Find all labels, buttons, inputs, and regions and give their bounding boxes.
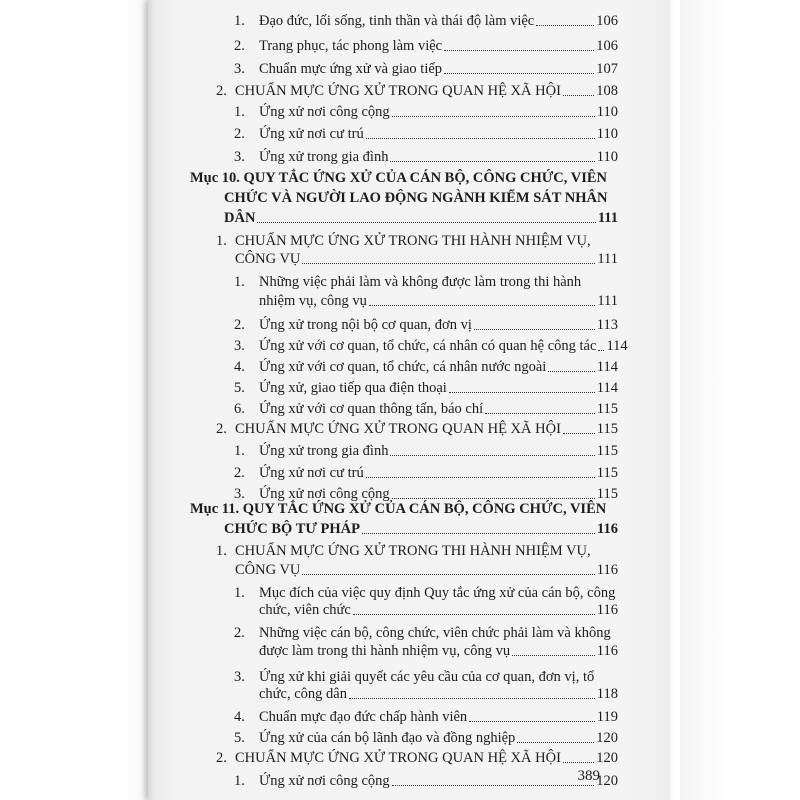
toc-leader-dots: [536, 25, 594, 26]
toc-entry: [234, 271, 618, 291]
toc-page-number: 107: [596, 61, 618, 77]
toc-leader-dots: [362, 533, 595, 534]
toc-entry: [234, 377, 618, 397]
toc-entry-text: Ứng xử của cán bộ lãnh đạo và đồng nghiệp: [259, 730, 516, 746]
book-page: [148, 0, 670, 800]
toc-page-number: 114: [596, 359, 618, 375]
toc-entry-text: chức, công dân: [259, 686, 347, 702]
toc-entry: [190, 187, 618, 207]
toc-entry-number: 2.: [234, 465, 245, 481]
toc-entry: [234, 58, 618, 78]
toc-entry-text: Ứng xử với cơ quan, tổ chức, cá nhân nước ngoài: [259, 359, 547, 375]
toc-entry-text: Chuẩn mực đạo đức chấp hành viên: [259, 709, 468, 725]
toc-entry-text: CHỨC VÀ NGƯỜI LAO ĐỘNG NGÀNH KIỂM SÁT NHÂN: [224, 190, 608, 206]
toc-leader-dots: [548, 371, 594, 372]
toc-leader-dots: [512, 655, 595, 656]
toc-entry: [234, 335, 628, 355]
toc-entry-number: 4.: [234, 359, 245, 375]
toc-leader-dots: [392, 116, 595, 117]
toc-entry-text: Mục 11. QUY TẮC ỨNG XỬ CỦA CÁN BỘ, CÔNG CHỨC, VIÊN: [190, 501, 607, 517]
toc-leader-dots: [444, 50, 594, 51]
toc-entry-text: Những việc cán bộ, công chức, viên chức phải làm và không: [259, 625, 611, 641]
toc-page-number: 113: [596, 317, 618, 333]
toc-entry: [234, 123, 618, 143]
toc-entry: [234, 101, 618, 121]
toc-entry-text: Những việc phải làm và không được làm trong thi hành: [259, 274, 582, 290]
toc-leader-dots: [390, 455, 594, 456]
toc-entry-text: Ứng xử nơi công cộng: [259, 486, 390, 502]
toc-entry: [234, 599, 618, 619]
toc-entry-number: 1.: [234, 585, 245, 601]
toc-page-number: 118: [596, 686, 618, 702]
toc-entry-text: CHUẨN MỰC ỨNG XỬ TRONG THI HÀNH NHIỆM VỤ,: [235, 543, 591, 559]
toc-leader-dots: [302, 263, 595, 264]
toc-entry: [216, 230, 618, 250]
toc-entry: [234, 146, 618, 166]
toc-page-number: 116: [596, 562, 618, 578]
toc-page-number: 120: [596, 773, 618, 789]
toc-entry-number: 1.: [234, 274, 245, 290]
toc-entry-number: 1.: [234, 104, 245, 120]
toc-leader-dots: [369, 305, 595, 306]
toc-leader-dots: [598, 350, 604, 351]
toc-page-number: 110: [596, 149, 618, 165]
toc-entry: [234, 462, 618, 482]
toc-entry: [234, 314, 618, 334]
toc-entry: [216, 80, 618, 100]
toc-entry: [234, 727, 618, 747]
toc-page-number: 110: [596, 104, 618, 120]
toc-entry: [234, 35, 618, 55]
toc-leader-dots: [563, 433, 595, 434]
toc-entry-text: Đạo đức, lối sống, tinh thần và thái độ làm việc: [259, 13, 535, 29]
toc-entry-number: 3.: [234, 486, 245, 502]
table-of-contents: [148, 0, 670, 800]
toc-entry-number: 2.: [234, 38, 245, 54]
toc-entry-number: 1.: [234, 443, 245, 459]
toc-page-number: 115: [596, 443, 618, 459]
toc-entry-text: CHUẨN MỰC ỨNG XỬ TRONG QUAN HỆ XÃ HỘI: [235, 83, 561, 99]
toc-entry-number: 1.: [216, 233, 227, 249]
toc-entry-text: Mục 10. QUY TẮC ỨNG XỬ CỦA CÁN BỘ, CÔNG CHỨC, VIÊN: [190, 170, 608, 186]
toc-entry-text: Ứng xử với cơ quan, tổ chức, cá nhân có quan hệ công tác: [259, 338, 597, 354]
toc-page-number: 111: [597, 293, 618, 309]
toc-entry-text: Ứng xử nơi cư trú: [259, 465, 364, 481]
toc-entry-text: CHUẨN MỰC ỨNG XỬ TRONG QUAN HỆ XÃ HỘI: [235, 750, 561, 766]
toc-page-number: 106: [596, 13, 618, 29]
toc-leader-dots: [349, 698, 595, 699]
toc-entry-text: CÔNG VỤ: [235, 251, 301, 267]
toc-page-number: 106: [596, 38, 618, 54]
toc-entry-text: CHUẨN MỰC ỨNG XỬ TRONG THI HÀNH NHIỆM VỤ,: [235, 233, 591, 249]
toc-entry-text: CHỨC BỘ TƯ PHÁP: [224, 521, 361, 537]
toc-leader-dots: [366, 138, 595, 139]
toc-entry-text: Ứng xử trong gia đình: [259, 149, 389, 165]
toc-page-number: 115: [596, 421, 618, 437]
toc-entry: [234, 706, 618, 726]
toc-entry: [234, 683, 618, 703]
toc-entry-text: Ứng xử khi giải quyết các yêu cầu của cơ quan, đơn vị, tổ: [259, 669, 595, 685]
toc-entry-text: Ứng xử trong nội bộ cơ quan, đơn vị: [259, 317, 472, 333]
toc-page-number: 115: [596, 486, 618, 502]
toc-entry: [234, 10, 618, 30]
toc-entry: [234, 622, 618, 642]
toc-leader-dots: [563, 95, 594, 96]
toc-page-number: 110: [596, 126, 618, 142]
toc-entry-number: 1.: [234, 773, 245, 789]
toc-page-number: 119: [596, 709, 618, 725]
toc-leader-dots: [392, 785, 595, 786]
toc-leader-dots: [353, 614, 595, 615]
toc-page-number: 114: [606, 338, 628, 354]
toc-entry-number: 3.: [234, 149, 245, 165]
toc-leader-dots: [257, 222, 595, 223]
toc-page-number: 114: [596, 380, 618, 396]
toc-leader-dots: [485, 413, 595, 414]
toc-leader-dots: [444, 73, 594, 74]
toc-entry-text: DÂN: [224, 210, 256, 226]
toc-leader-dots: [366, 477, 595, 478]
toc-entry-number: 5.: [234, 730, 245, 746]
toc-entry-text: Trang phục, tác phong làm việc: [259, 38, 443, 54]
toc-entry-number: 2.: [216, 750, 227, 766]
toc-entry: [216, 559, 618, 579]
toc-entry: [190, 167, 618, 187]
toc-leader-dots: [390, 161, 594, 162]
toc-entry-number: 3.: [234, 669, 245, 685]
toc-entry: [216, 540, 618, 560]
toc-entry: [190, 518, 618, 538]
toc-page-number: 120: [596, 730, 618, 746]
toc-entry: [216, 248, 618, 268]
toc-entry-text: Ứng xử trong gia đình: [259, 443, 389, 459]
toc-page-number: 116: [596, 643, 618, 659]
toc-entry: [234, 356, 618, 376]
toc-leader-dots: [517, 742, 594, 743]
toc-page-number: 116: [597, 521, 618, 537]
toc-entry-number: 5.: [234, 380, 245, 396]
toc-page-number: 115: [596, 401, 618, 417]
toc-entry-number: 1.: [234, 13, 245, 29]
toc-page-number: 116: [596, 602, 618, 618]
toc-page-number: 111: [597, 251, 618, 267]
toc-entry-text: Ứng xử, giao tiếp qua điện thoại: [259, 380, 447, 396]
toc-entry-text: Chuẩn mực ứng xử và giao tiếp: [259, 61, 443, 77]
toc-entry-number: 1.: [216, 543, 227, 559]
toc-entry: [216, 418, 618, 438]
toc-entry-number: 6.: [234, 401, 245, 417]
toc-entry-text: Ứng xử nơi công cộng: [259, 773, 390, 789]
toc-page-number: 111: [597, 210, 618, 226]
toc-entry: [234, 398, 618, 418]
toc-page-number: 115: [596, 465, 618, 481]
toc-entry-number: 2.: [216, 83, 227, 99]
toc-entry: [234, 290, 618, 310]
toc-entry-text: Mục đích của việc quy định Quy tắc ứng xử của cán bộ, công: [259, 585, 616, 601]
toc-page-number: 108: [596, 83, 618, 99]
toc-entry-text: chức, viên chức: [259, 602, 351, 618]
toc-entry-number: 2.: [234, 126, 245, 142]
toc-entry: [234, 770, 618, 790]
toc-leader-dots: [563, 762, 594, 763]
toc-leader-dots: [449, 392, 595, 393]
toc-entry-text: Ứng xử nơi công cộng: [259, 104, 390, 120]
toc-entry: [190, 498, 618, 518]
toc-entry-text: CÔNG VỤ: [235, 562, 301, 578]
toc-entry-number: 2.: [234, 317, 245, 333]
toc-entry: [234, 640, 618, 660]
left-page-background: [0, 0, 170, 800]
toc-entry-number: 3.: [234, 61, 245, 77]
toc-entry-number: 2.: [216, 421, 227, 437]
toc-leader-dots: [469, 721, 595, 722]
toc-entry-text: CHUẨN MỰC ỨNG XỬ TRONG QUAN HỆ XÃ HỘI: [235, 421, 561, 437]
toc-entry-number: 2.: [234, 625, 245, 641]
right-background: [680, 0, 800, 800]
toc-entry-number: 3.: [234, 338, 245, 354]
toc-leader-dots: [302, 574, 594, 575]
page-number: 389: [577, 768, 600, 784]
toc-entry: [216, 747, 618, 767]
toc-entry-number: 4.: [234, 709, 245, 725]
toc-entry-text: được làm trong thi hành nhiệm vụ, công vụ: [259, 643, 511, 659]
toc-page-number: 120: [596, 750, 618, 766]
toc-entry: [190, 207, 618, 227]
toc-entry: [234, 440, 618, 460]
toc-entry-text: Ứng xử với cơ quan thông tấn, báo chí: [259, 401, 484, 417]
toc-entry-text: nhiệm vụ, công vụ: [259, 293, 367, 309]
toc-entry-text: Ứng xử nơi cư trú: [259, 126, 364, 142]
toc-leader-dots: [474, 329, 595, 330]
